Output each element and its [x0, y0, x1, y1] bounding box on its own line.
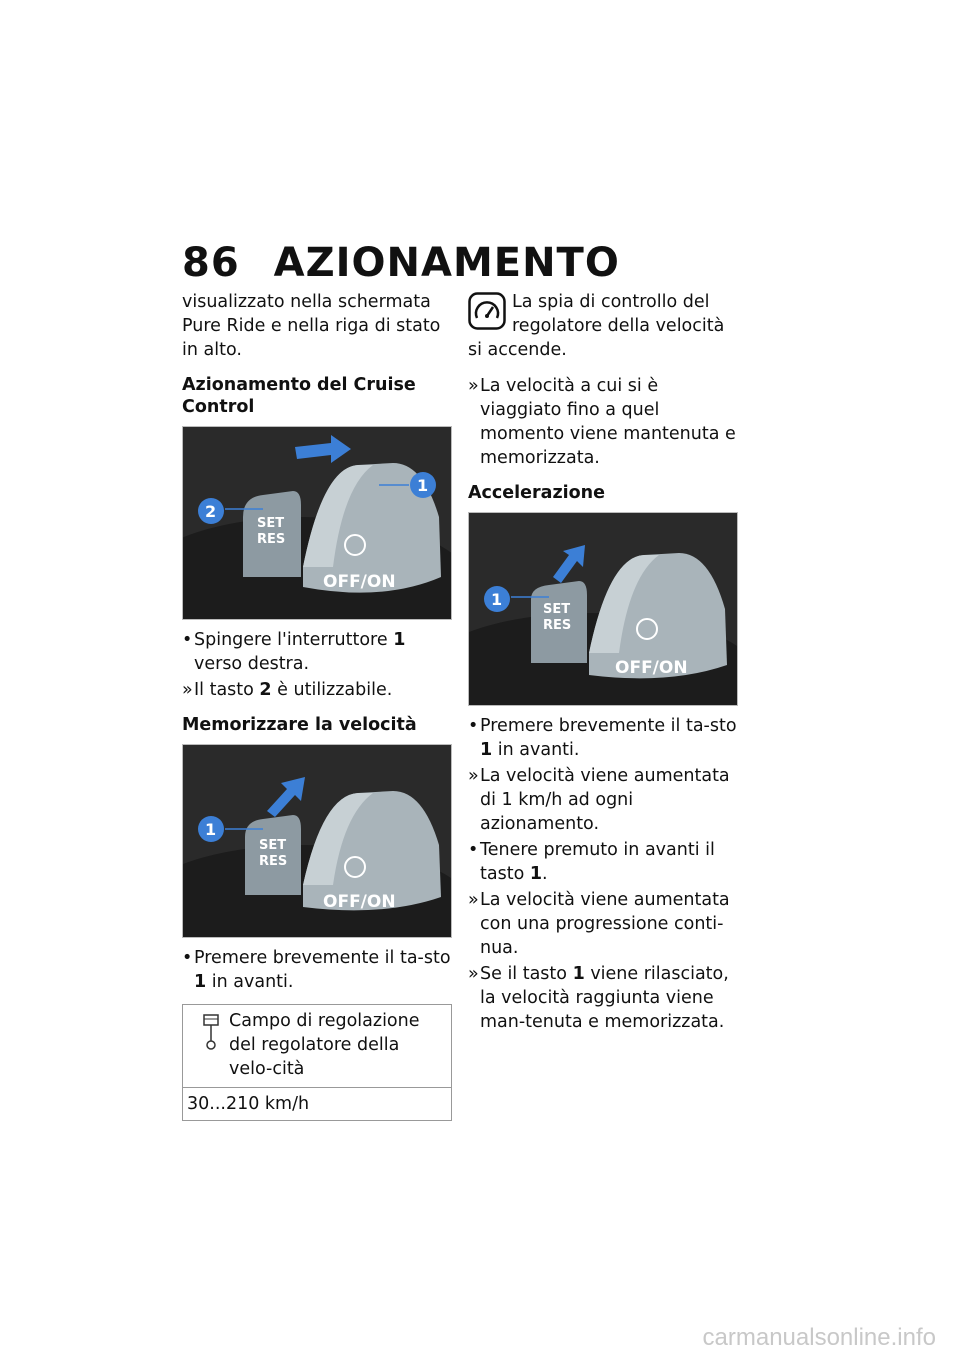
item-text: Premere brevemente il ta-sto — [194, 948, 451, 968]
item-text: in avanti. — [492, 740, 580, 760]
item-bold: 1 — [194, 972, 207, 992]
list-item — [468, 764, 740, 836]
figure-cruise-control-switch — [182, 426, 452, 620]
result-marker: » — [468, 890, 479, 910]
res-label: RES — [259, 854, 288, 869]
item-text: verso destra. — [194, 654, 310, 674]
off-on-label: OFF/ON — [323, 892, 396, 912]
piston-icon — [201, 1013, 221, 1058]
section-title-acceleration: Accelerazione — [468, 483, 606, 503]
result-marker: » — [468, 376, 479, 396]
item-text: Il tasto — [194, 680, 260, 700]
page-title: AZIONAMENTO — [273, 240, 620, 286]
right-column — [468, 290, 740, 1036]
watermark: carmanualsonline.info — [702, 1324, 936, 1351]
result-marker: » — [182, 680, 193, 700]
figure-store-speed — [182, 744, 452, 938]
list-item — [182, 678, 454, 702]
list-item — [468, 962, 740, 1034]
indicator-paragraph — [468, 290, 740, 362]
list-item — [182, 628, 454, 676]
item-bold: 1 — [480, 740, 493, 760]
res-label: RES — [257, 532, 286, 547]
indicator-text: La spia di controllo del regolatore della velocità si accende. — [468, 292, 725, 360]
set-label: SET — [259, 838, 287, 853]
res-label: RES — [543, 618, 572, 633]
item-text: La velocità viene aumentata di 1 km/h ad ogni azionamento. — [480, 766, 730, 834]
off-on-label: OFF/ON — [615, 658, 688, 678]
item-bold: 2 — [259, 680, 272, 700]
left-column — [182, 290, 454, 1121]
bullet-marker: • — [182, 948, 193, 968]
bullet-marker: • — [182, 630, 193, 650]
callout-2: 2 — [205, 502, 217, 521]
result-marker: » — [468, 766, 479, 786]
section-title-cruise-control: Azionamento del Cruise Control — [182, 375, 416, 417]
page-number: 86 — [182, 240, 240, 286]
list-item — [468, 838, 740, 886]
callout-1: 1 — [417, 476, 429, 495]
list-item — [468, 888, 740, 960]
item-text: Premere brevemente il ta-sto — [480, 716, 737, 736]
intro-paragraph: visualizzato nella schermata Pure Ride e nella riga di stato in alto. — [182, 292, 441, 360]
item-bold: 1 — [572, 964, 585, 984]
item-text: La velocità viene aumentata con una progressione conti-nua. — [480, 890, 730, 958]
bullet-marker: • — [468, 716, 479, 736]
item-text: La velocità a cui si è viaggiato fino a quel momento viene mantenuta e memorizzata. — [480, 376, 736, 468]
result-marker: » — [468, 964, 479, 984]
item-text: viene rilasciato, la velocità raggiunta viene man-tenuta e memorizzata. — [480, 964, 729, 1032]
section-title-store-speed: Memorizzare la velocità — [182, 715, 417, 735]
item-text: Spingere l'interruttore — [194, 630, 394, 650]
item-text: . — [542, 864, 548, 884]
item-bold: 1 — [393, 630, 406, 650]
item-text: è utilizzabile. — [271, 680, 393, 700]
item-bold: 1 — [529, 864, 543, 884]
page-header — [182, 240, 620, 286]
item-text: Se il tasto — [480, 964, 573, 984]
spec-label: Campo di regolazione del regolatore della velo-cità — [229, 1011, 420, 1079]
speedometer-icon — [468, 292, 506, 337]
figure-acceleration — [468, 512, 738, 706]
spec-value: 30...210 km/h — [187, 1094, 310, 1114]
item-text: in avanti. — [206, 972, 294, 992]
bullet-marker: • — [468, 840, 479, 860]
item-text: Tenere premuto in avanti il tasto — [480, 840, 715, 884]
set-label: SET — [257, 516, 285, 531]
spec-label-row — [183, 1005, 451, 1088]
off-on-label: OFF/ON — [323, 572, 396, 592]
set-label: SET — [543, 602, 571, 617]
list-item — [468, 714, 740, 762]
spec-table — [182, 1004, 452, 1121]
callout-1: 1 — [491, 590, 503, 609]
list-item — [468, 374, 740, 470]
list-item — [182, 946, 454, 994]
callout-1: 1 — [205, 820, 217, 839]
